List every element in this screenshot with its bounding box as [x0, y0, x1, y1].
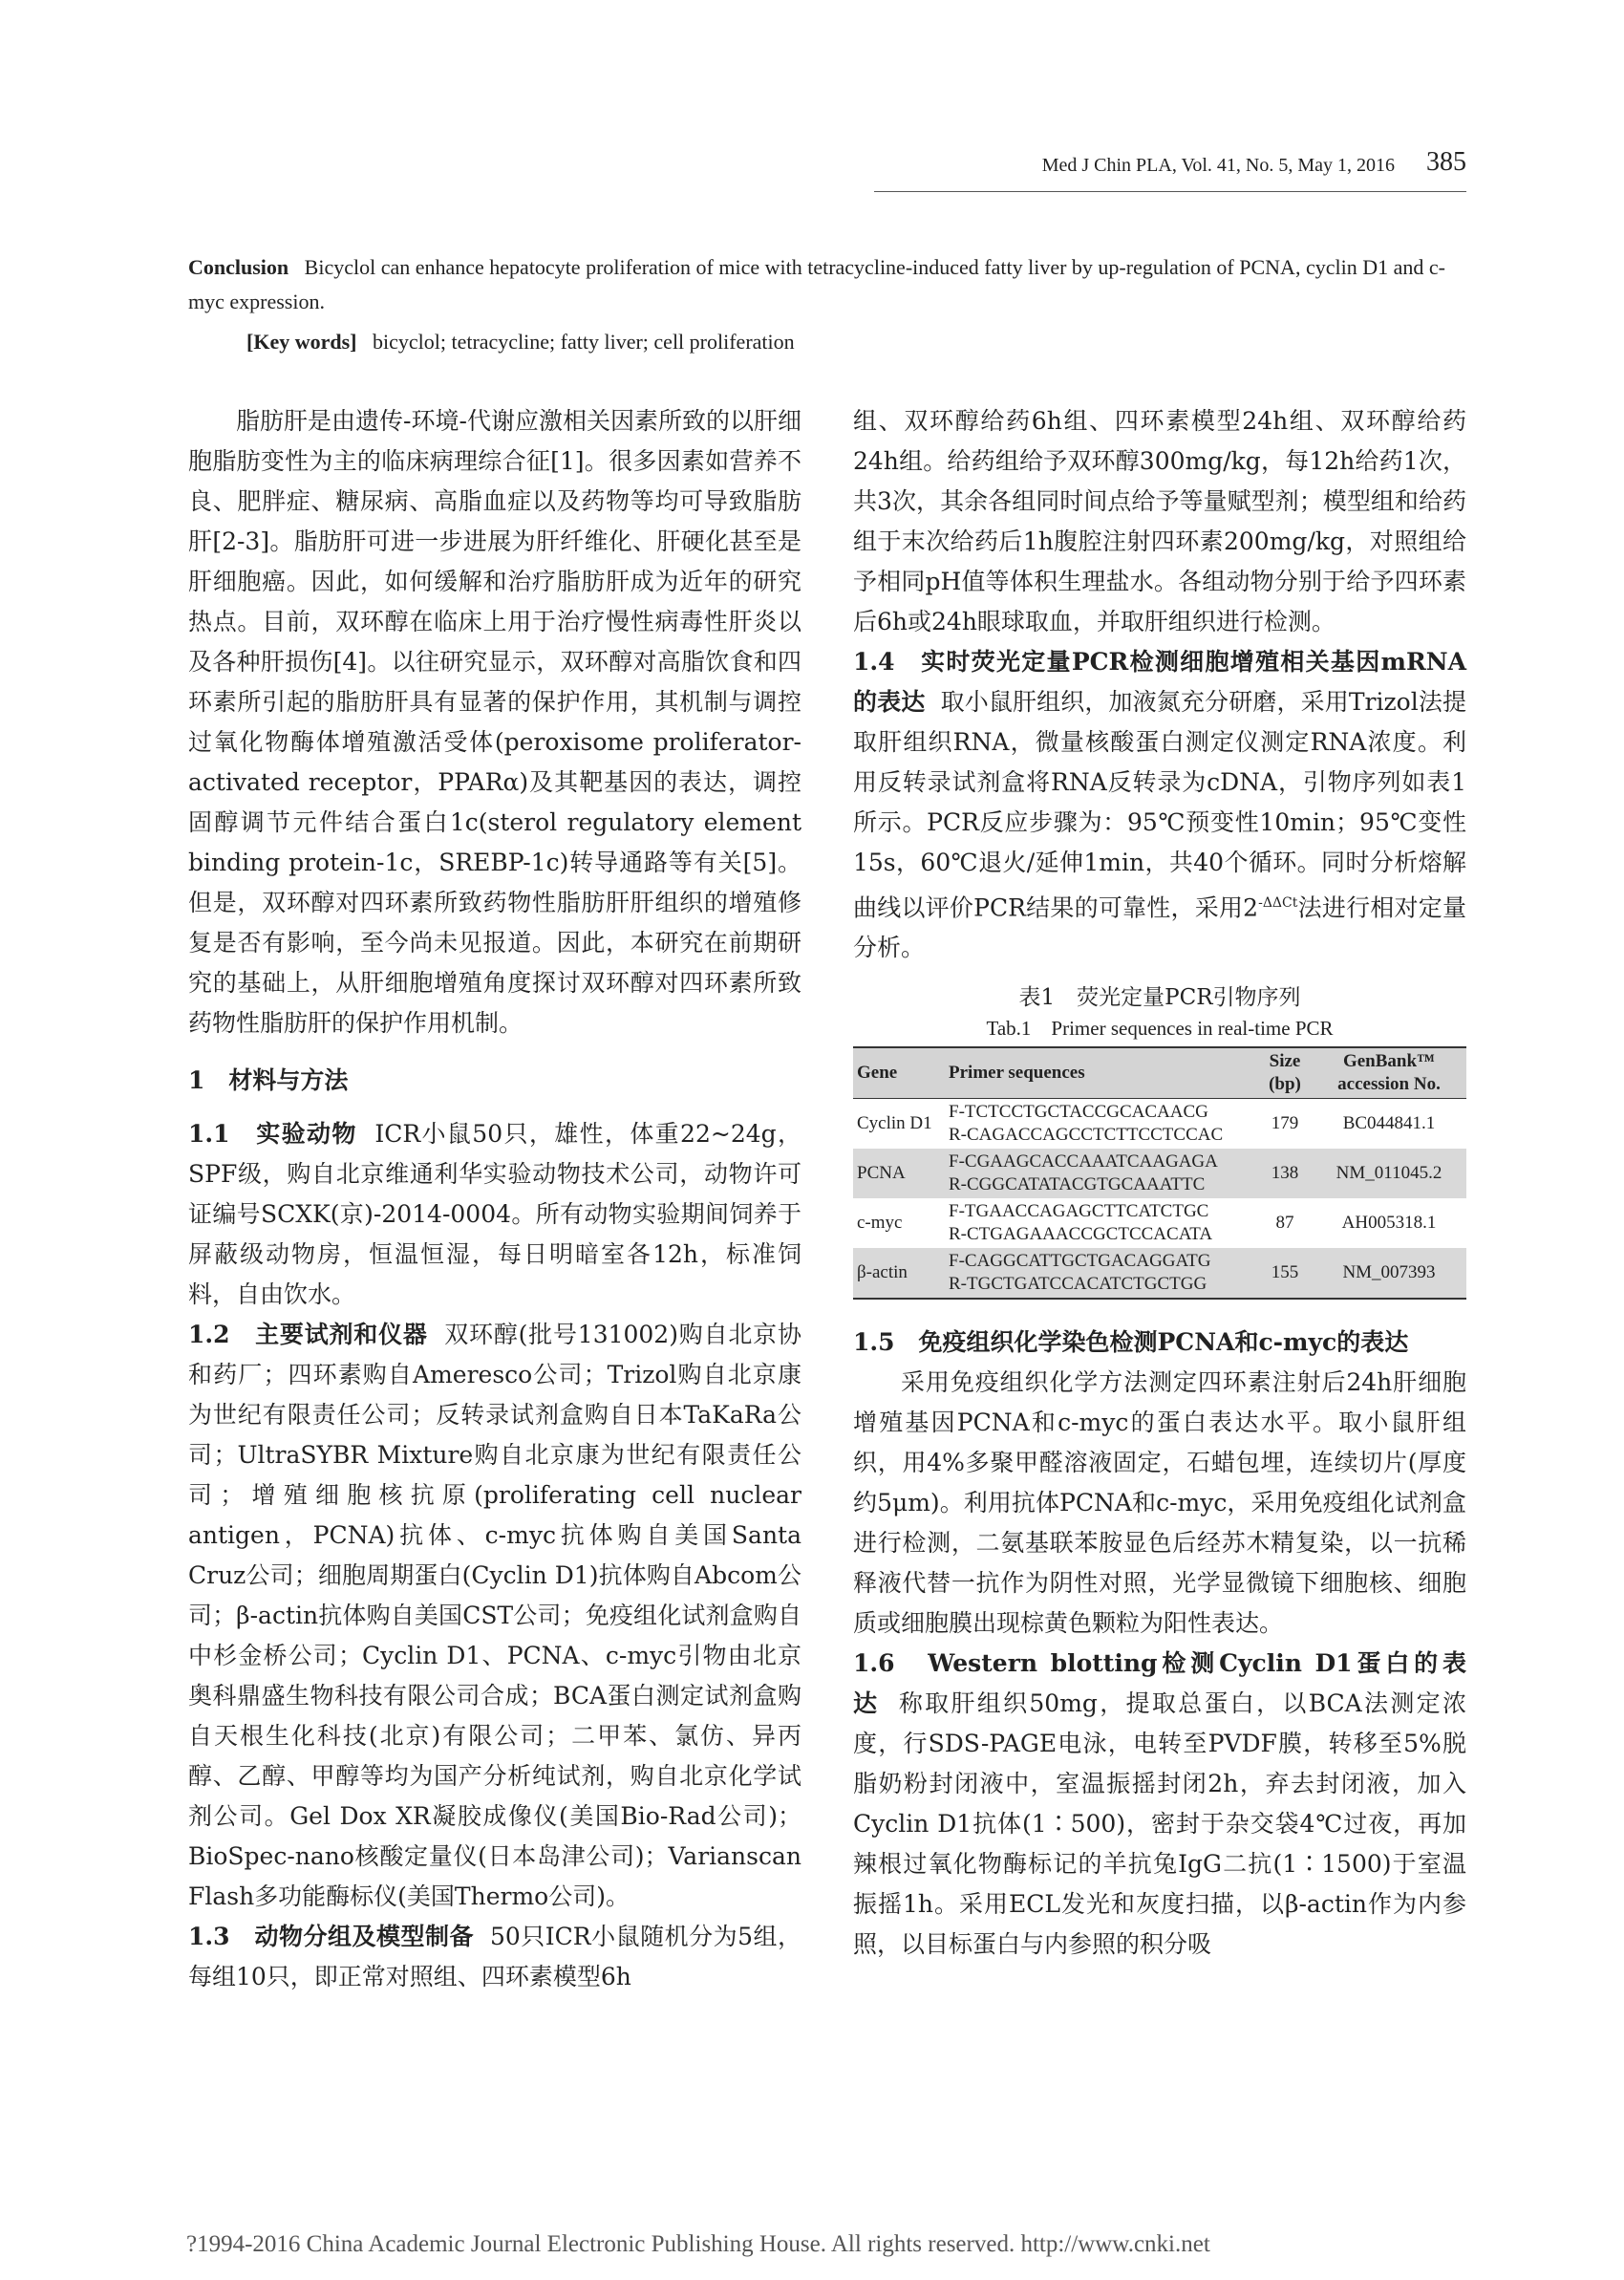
subsection-1-1-heading: 1.1 实验动物 — [188, 1120, 357, 1148]
table-header-row — [853, 1047, 1466, 1099]
subsection-1-6-heading: 1.6 Western blotting检测Cyclin D1蛋白的表达 — [853, 1649, 1466, 1718]
keywords-text: bicyclol; tetracycline; fatty liver; cell proliferation — [372, 330, 795, 354]
subsection-1-6-text: 称取肝组织50mg，提取总蛋白，以BCA法测定浓度，行SDS-PAGE电泳，电转至PVDF膜，转移至5%脱脂奶粉封闭液中，室温振摇封闭2h，弃去封闭液，加入Cyclin D1抗体(1∶500)，密封于杂交袋4℃过夜，再加辣根过氧化物酶标记的羊抗兔IgG二抗(1∶1500)于室温振摇1h。采用ECL发光和灰度扫描，以β-actin作为内参照，以目标蛋白与内参照的积分吸 — [853, 1689, 1466, 1959]
abstract-conclusion — [188, 250, 1459, 319]
header-size: Size (bp) — [1269, 1051, 1301, 1095]
delta-ct-superscript: -ΔΔCt — [1258, 895, 1298, 911]
cell-accession: AH005318.1 — [1341, 1213, 1437, 1234]
keywords — [246, 325, 1460, 359]
subsection-1-3-continued: 组、双环醇给药6h组、四环素模型24h组、双环醇给药24h组。给药组给予双环醇300mg/kg，每12h给药1次，共3次，其余各组同时间点给予等量赋型剂；模型组和给药组于末次给药后1h腹腔注射四环素200mg/kg，对照组给予相同pH值等体积生理盐水。各组动物分别于给予四环素后6h或24h眼球取血，并取肝组织进行检测。 — [853, 407, 1466, 635]
table-row — [853, 1248, 1466, 1299]
subsection-1-5-text: 采用免疫组织化学方法测定四环素注射后24h肝细胞增殖基因PCNA和c-myc的蛋白表达水平。取小鼠肝组织，用4%多聚甲醛溶液固定，石蜡包埋，连续切片(厚度约5μm)。利用抗体PCNA和c-myc，采用免疫组化试剂盒进行检测，二氨基联苯胺显色后经苏木精复染，以一抗稀释液代替一抗作为阴性对照，光学显微镜下细胞核、细胞质或细胞膜出现棕黄色颗粒为阳性表达。 — [853, 1368, 1466, 1638]
cell-size: 155 — [1271, 1262, 1299, 1283]
header-primer: Primer sequences — [949, 1063, 1085, 1084]
table-caption-cn: 表1 荧光定量PCR引物序列 — [1018, 985, 1301, 1011]
subsection-1-4-heading: 1.4 实时荧光定量PCR检测细胞增殖相关基因mRNA的表达 — [853, 648, 1466, 716]
cell-primers: F-CGAAGCACCAAATCAAGAGA R-CGGCATATACGTGCAAATTC — [949, 1151, 1218, 1195]
journal-citation: Med J Chin PLA, Vol. 41, No. 5, May 1, 2016 — [1041, 155, 1395, 176]
page-number: 385 — [1426, 147, 1466, 177]
copyright-footer: ?1994-2016 China Academic Journal Electronic Publishing House. All rights reserved. http://www.cnki.net — [186, 2231, 1210, 2257]
conclusion-label: Conclusion — [188, 255, 289, 279]
right-column — [853, 401, 1466, 1965]
subsection-1-2-heading: 1.2 主要试剂和仪器 — [188, 1321, 428, 1348]
header-genbank: GenBank™ accession No. — [1337, 1051, 1441, 1095]
section-heading-1: 1 材料与方法 — [188, 1066, 349, 1094]
cell-size: 179 — [1271, 1113, 1299, 1134]
table-row — [853, 1099, 1466, 1150]
cell-size: 87 — [1275, 1213, 1294, 1234]
cell-gene: PCNA — [857, 1163, 906, 1184]
cell-size: 138 — [1271, 1163, 1299, 1184]
table-row — [853, 1198, 1466, 1248]
conclusion-text: Bicyclol can enhance hepatocyte proliferation of mice with tetracycline-induced fatty liver by up-regulation of PCNA, cyclin D1 and c-myc expression. — [188, 255, 1445, 313]
subsection-1-3-heading: 1.3 动物分组及模型制备 — [188, 1923, 475, 1950]
cell-gene: Cyclin D1 — [857, 1113, 932, 1134]
running-header — [874, 143, 1466, 192]
subsection-1-5-heading: 1.5 免疫组织化学染色检测PCNA和c-myc的表达 — [853, 1328, 1409, 1357]
subsection-1-2-text: 双环醇(批号131002)购自北京协和药厂；四环素购自Ameresco公司；Trizol购自北京康为世纪有限责任公司；反转录试剂盒购自日本TaKaRa公司；UltraSYBR Mixture购自北京康为世纪有限责任公司；增殖细胞核抗原(proliferating cell nuclear antigen，PCNA)抗体、c-myc抗体购自美国Santa Cruz公司；细胞周期蛋白(Cyclin D1)抗体购自Abcom公司；β-actin抗体购自美国CST公司；免疫组化试剂盒购自中杉金桥公司；Cyclin D1、PCNA、c-myc引物由北京奥科鼎盛生物科技有限公司合成；BCA蛋白测定试剂盒购自天根生化科技(北京)有限公司；二甲苯、氯仿、异丙醇、乙醇、甲醇等均为国产分析纯试剂，购自北京化学试剂公司。Gel Dox XR凝胶成像仪(美国Bio-Rad公司)；BioSpec-nano核酸定量仪(日本岛津公司)；Varianscan Flash多功能酶标仪(美国Thermo公司)。 — [188, 1321, 801, 1910]
subsection-1-3-text: 50只ICR小鼠随机分为5组，每组10只，即正常对照组、四环素模型6h — [188, 1923, 802, 1990]
table-row — [853, 1149, 1466, 1198]
cell-primers: F-CAGGCATTGCTGACAGGATG R-TGCTGATCCACATCTGCTGG — [949, 1251, 1211, 1295]
cell-accession: NM_011045.2 — [1336, 1163, 1442, 1184]
subsection-1-4-text: 取小鼠肝组织，加液氮充分研磨，采用Trizol法提取肝组织RNA，微量核酸蛋白测定仪测定RNA浓度。利用反转录试剂盒将RNA反转录为cDNA，引物序列如表1所示。PCR反应步骤为：95℃预变性10min；95℃变性15s，60℃退火/延伸1min，共40个循环。同时分析熔解曲线以评价PCR结果的可靠性，采用2 — [853, 688, 1466, 922]
cell-primers: F-TGAACCAGAGCTTCATCTGC R-CTGAGAAACCGCTCCACATA — [949, 1201, 1213, 1245]
keywords-label: [Key words] — [246, 330, 357, 354]
primer-table — [853, 1046, 1466, 1300]
header-gene: Gene — [857, 1063, 898, 1084]
cell-accession: NM_007393 — [1342, 1262, 1436, 1283]
left-column — [188, 401, 801, 1997]
cell-primers: F-TCTCCTGCTACCGCACAACG R-CAGACCAGCCTCTTCCTCCAC — [949, 1102, 1224, 1146]
cell-gene: β-actin — [857, 1262, 908, 1283]
intro-paragraph: 脂肪肝是由遗传-环境-代谢应激相关因素所致的以肝细胞脂肪变性为主的临床病理综合征[1]。很多因素如营养不良、肥胖症、糖尿病、高脂血症以及药物等均可导致脂肪肝[2-3]。脂肪肝可进一步进展为肝纤维化、肝硬化甚至是肝细胞癌。因此，如何缓解和治疗脂肪肝成为近年的研究热点。目前，双环醇在临床上用于治疗慢性病毒性肝炎以及各种肝损伤[4]。以往研究显示，双环醇对高脂饮食和四环素所引起的脂肪肝具有显著的保护作用，其机制与调控过氧化物酶体增殖激活受体(peroxisome proliferator-activated receptor，PPARα)及其靶基因的表达，调控固醇调节元件结合蛋白1c(sterol regulatory element binding protein-1c，SREBP-1c)转导通路等有关[5]。但是，双环醇对四环素所致药物性脂肪肝肝组织的增殖修复是否有影响，至今尚未见报道。因此，本研究在前期研究的基础上，从肝细胞增殖角度探讨双环醇对四环素所致药物性脂肪肝的保护作用机制。 — [188, 407, 801, 1037]
table-caption-en: Tab.1 Primer sequences in real-time PCR — [986, 1017, 1334, 1041]
cell-gene: c-myc — [857, 1213, 903, 1234]
subsection-1-4-tail: 法进行相对定量分析。 — [853, 893, 1466, 962]
subsection-1-1-text: ICR小鼠50只，雄性，体重22~24g，SPF级，购自北京维通利华实验动物技术公司，动物许可证编号SCXK(京)-2014-0004。所有动物实验期间饲养于屏蔽级动物房，恒温恒湿，每日明暗室各12h，标准饲料，自由饮水。 — [188, 1120, 801, 1308]
cell-accession: BC044841.1 — [1342, 1113, 1436, 1134]
